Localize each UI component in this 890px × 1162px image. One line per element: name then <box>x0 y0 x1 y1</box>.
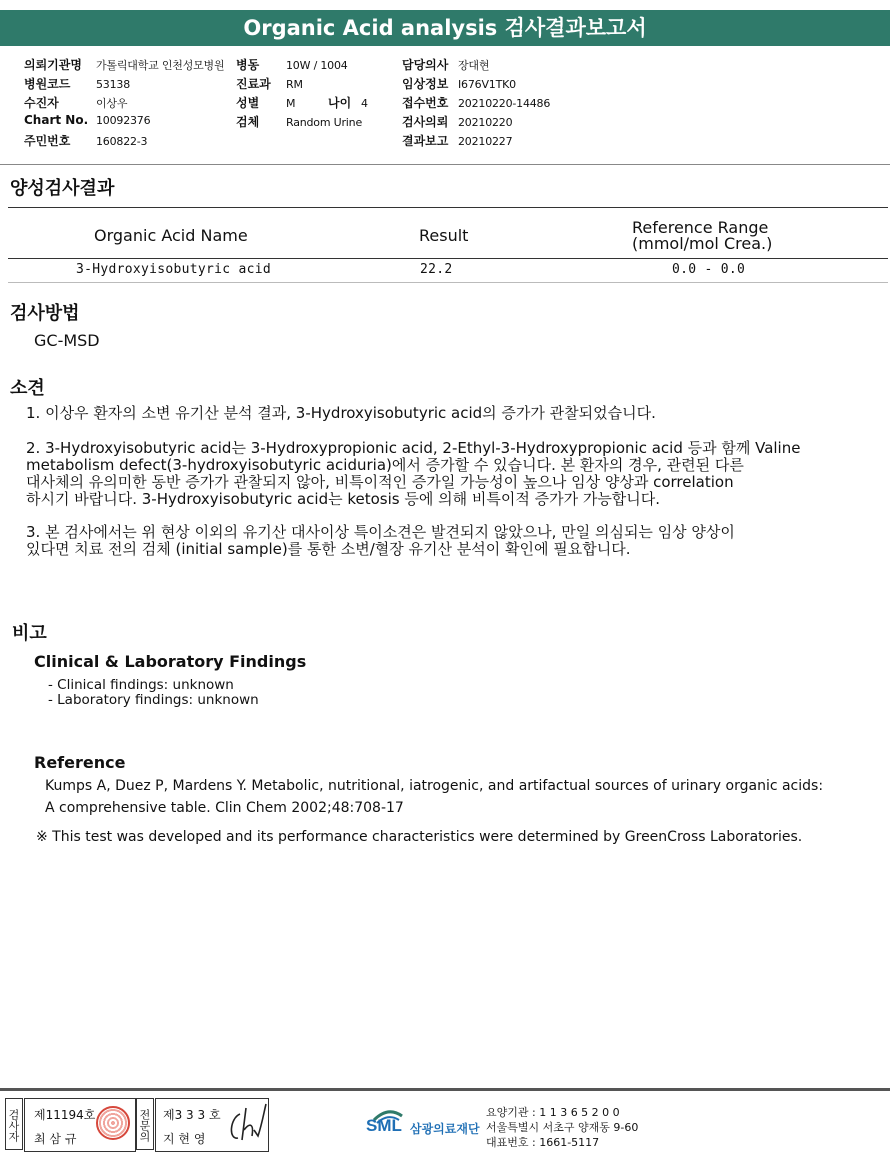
positive-section-title: 양성검사결과 <box>10 178 115 199</box>
value-ward: 10W / 1004 <box>286 59 348 72</box>
red-seal-icon <box>96 1106 130 1140</box>
label-receipt-no: 접수번호 <box>402 96 449 110</box>
value-resident-no: 160822-3 <box>96 135 148 148</box>
header-divider <box>0 164 890 165</box>
report-title: Organic Acid analysis 검사결과보고서 <box>0 10 890 46</box>
value-receipt-no: 20210220-14486 <box>458 97 551 110</box>
org-address: 서울특별시 서초구 양재동 9-60 <box>486 1121 639 1134</box>
results-table-header <box>0 218 890 258</box>
label-age: 나이 <box>328 96 352 110</box>
row-result: 22.2 <box>420 262 453 277</box>
remarks-section-title: 비고 <box>12 623 47 644</box>
finding-3-line-1: 3. 본 검사에서는 위 현상 이외의 유기산 대사이상 특이소견은 발견되지 않았으나, 만일 의심되는 임상 양상이 <box>26 523 735 541</box>
method-section-title: 검사방법 <box>10 303 80 324</box>
col-header-ref-2: (mmol/mol Crea.) <box>632 234 773 253</box>
col-header-name: Organic Acid Name <box>94 226 248 245</box>
developer-note: ※ This test was developed and its performance characteristics were determined by GreenCross Laboratories. <box>36 829 803 845</box>
label-department: 진료과 <box>236 77 271 91</box>
value-department: RM <box>286 78 303 91</box>
finding-2-line-3: 대사체의 유의미한 동반 증가가 관찰되지 않아, 비특이적인 증가일 가능성이 높으나 임상 양상과 correlation <box>26 473 734 491</box>
footer-divider <box>0 1088 890 1091</box>
value-sex: M <box>286 97 296 110</box>
inspector-license-no: 제11194호 <box>34 1108 96 1122</box>
finding-1-text: 1. 이상우 환자의 소변 유기산 분석 결과, 3-Hydroxyisobutyric acid의 증가가 관찰되었습니다. <box>26 404 656 422</box>
finding-3-line-2: 있다면 치료 전의 검체 (initial sample)를 통한 소변/혈장 유기산 분석이 확인에 필요합니다. <box>26 540 631 558</box>
value-clinical-info: I676V1TK0 <box>458 78 516 91</box>
table-bottom-rule <box>8 282 888 283</box>
logo-text: SML <box>366 1116 402 1135</box>
value-chart-no: 10092376 <box>96 114 151 127</box>
label-chart-no: Chart No. <box>24 113 89 127</box>
org-name: 삼광의료재단 <box>410 1122 480 1136</box>
value-request-date: 20210220 <box>458 116 513 129</box>
label-ward: 병동 <box>236 58 260 72</box>
header-col2 <box>236 56 368 132</box>
col-header-result: Result <box>419 226 469 245</box>
finding-3 <box>26 524 876 558</box>
label-requester: 의뢰기관명 <box>24 58 82 72</box>
header-col3 <box>402 56 550 151</box>
value-report-date: 20210227 <box>458 135 513 148</box>
specialist-license-no: 제3 3 3 호 <box>163 1108 221 1122</box>
inspector-vertical-label: 검사자 <box>5 1098 23 1150</box>
reference-line-1: Kumps A, Duez P, Mardens Y. Metabolic, nutritional, iatrogenic, and artifactual sources of urinary organic acids: <box>45 778 824 794</box>
row-acid-name: 3-Hydroxyisobutyric acid <box>76 262 272 277</box>
table-top-rule <box>8 207 888 208</box>
finding-1 <box>26 405 876 422</box>
org-phone: 대표번호 : 1661-5117 <box>486 1136 600 1149</box>
value-patient: 이상우 <box>96 97 128 110</box>
label-doctor: 담당의사 <box>402 58 449 72</box>
inspector-name: 최 삼 규 <box>34 1132 77 1146</box>
value-age: 4 <box>361 97 368 110</box>
finding-2-line-2: metabolism defect(3-hydroxyisobutyric aciduria)에서 증가할 수 있습니다. 본 환자의 경우, 관련된 다른 <box>26 456 744 474</box>
value-requester: 가톨릭대학교 인천성모병원 <box>96 59 225 72</box>
finding-2-line-4: 하시기 바랍니다. 3-Hydroxyisobutyric acid는 ketosis 등에 의해 비특이적 증가가 가능합니다. <box>26 490 661 508</box>
reference-title: Reference <box>34 753 126 772</box>
finding-2-line-1: 2. 3-Hydroxyisobutyric acid는 3-Hydroxypropionic acid, 2-Ethyl-3-Hydroxypropionic acid 등과 함께 Valine <box>26 439 801 457</box>
label-patient: 수진자 <box>24 96 59 110</box>
method-value: GC-MSD <box>34 331 100 350</box>
label-specimen: 검체 <box>236 115 260 129</box>
specialist-vertical-label: 전문의 <box>136 1098 154 1150</box>
col-header-ref-1: Reference Range <box>632 218 769 237</box>
finding-2 <box>26 440 876 508</box>
value-hospital-code: 53138 <box>96 78 130 91</box>
signature-icon <box>224 1100 268 1146</box>
reference-line-2: A comprehensive table. Clin Chem 2002;48:708-17 <box>45 800 404 816</box>
clinical-findings-title: Clinical & Laboratory Findings <box>34 652 307 671</box>
row-range: 0.0 - 0.0 <box>672 262 746 277</box>
clinical-findings-line: - Clinical findings: unknown <box>48 677 234 693</box>
findings-section-title: 소견 <box>10 378 45 399</box>
table-header-rule <box>8 258 888 259</box>
label-request-date: 검사의뢰 <box>402 115 449 129</box>
header-col1 <box>24 56 224 151</box>
org-code: 요양기관 : 1 1 3 6 5 2 0 0 <box>486 1106 620 1119</box>
label-hospital-code: 병원코드 <box>24 77 71 91</box>
label-clinical-info: 임상정보 <box>402 77 449 91</box>
value-specimen: Random Urine <box>286 116 363 129</box>
value-doctor: 장대현 <box>458 59 490 72</box>
laboratory-findings-line: - Laboratory findings: unknown <box>48 692 259 708</box>
label-resident-no: 주민번호 <box>24 134 71 148</box>
label-report-date: 결과보고 <box>402 134 449 148</box>
specialist-name: 지 현 영 <box>163 1132 206 1146</box>
label-sex: 성별 <box>236 96 260 110</box>
